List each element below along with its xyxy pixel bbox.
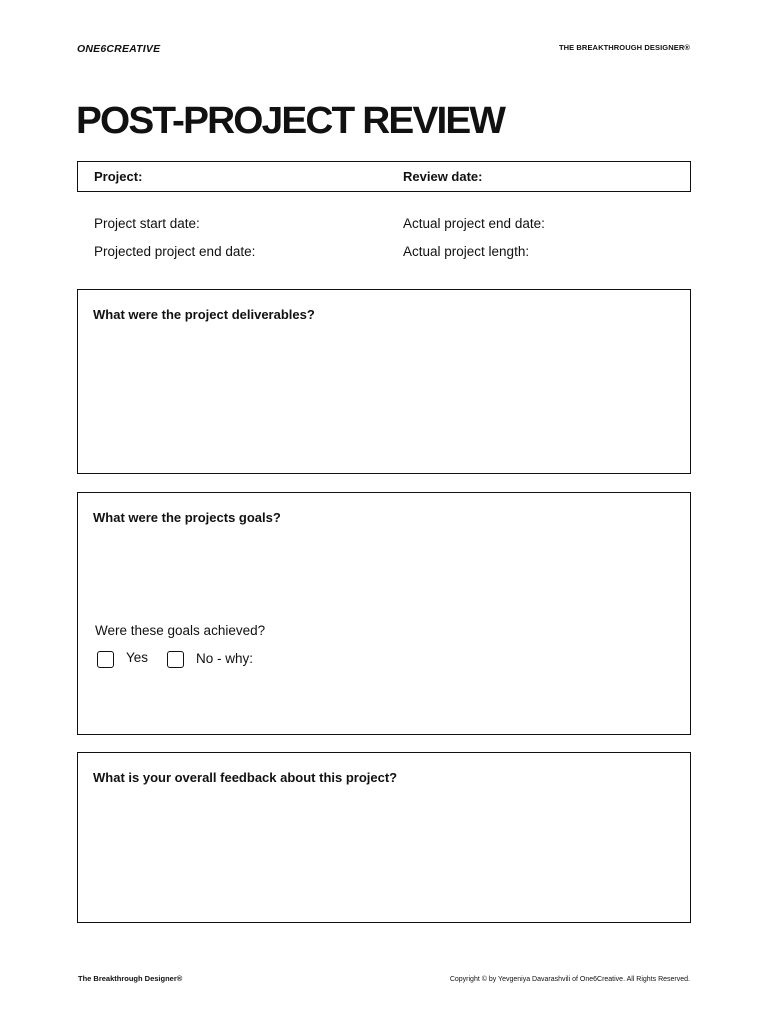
- projected-end-label: Projected project end date:: [94, 244, 256, 259]
- no-label: No - why:: [196, 651, 254, 666]
- review-date-label: Review date:: [403, 169, 483, 184]
- goals-box[interactable]: [77, 492, 691, 735]
- program-name: THE BREAKTHROUGH DESIGNER®: [558, 43, 690, 52]
- footer-program-name: The Breakthrough Designer®: [78, 974, 183, 983]
- no-checkbox[interactable]: [167, 651, 184, 668]
- yes-label: Yes: [126, 650, 149, 665]
- brand-logo-text: ONE6CREATIVE: [77, 43, 161, 55]
- feedback-box[interactable]: [77, 752, 691, 923]
- project-label: Project:: [94, 169, 143, 184]
- deliverables-question: What were the project deliverables?: [93, 307, 315, 322]
- footer-copyright: Copyright © by Yevgeniya Davarashvili of One6Creative. All Rights Reserved.: [449, 976, 690, 983]
- project-header-box: [77, 161, 691, 192]
- actual-length-label: Actual project length:: [403, 244, 530, 259]
- deliverables-box[interactable]: [77, 289, 691, 474]
- page-title: POST-PROJECT REVIEW: [76, 100, 505, 142]
- actual-end-label: Actual project end date:: [403, 216, 545, 231]
- yes-checkbox[interactable]: [97, 651, 114, 668]
- feedback-question: What is your overall feedback about this project?: [93, 770, 398, 785]
- goals-achieved-question: Were these goals achieved?: [95, 623, 266, 638]
- start-date-label: Project start date:: [94, 216, 200, 231]
- goals-question: What were the projects goals?: [93, 510, 281, 525]
